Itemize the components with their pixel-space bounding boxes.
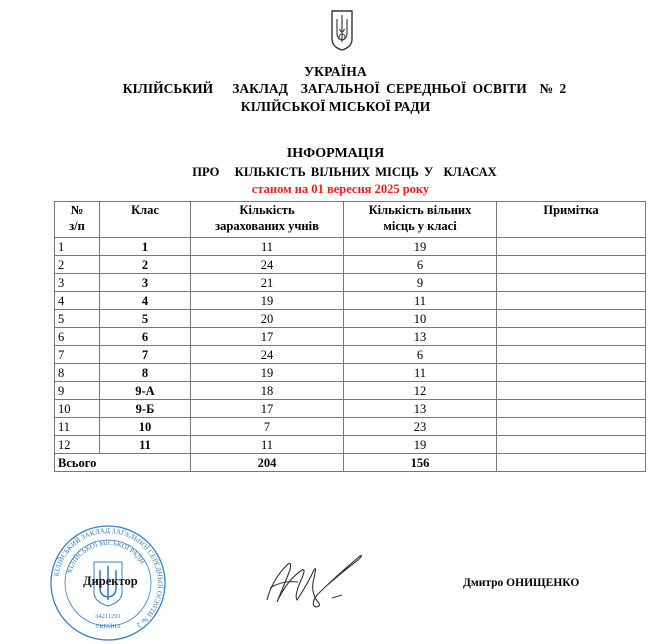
row-number: 5 [55, 310, 100, 328]
row-number: 8 [55, 364, 100, 382]
header-text: Клас [131, 203, 159, 217]
header-text: Примітка [543, 203, 599, 217]
enrolled-count: 11 [191, 238, 344, 256]
class-name: 10 [100, 418, 191, 436]
class-name: 11 [100, 436, 191, 454]
enrolled-count: 24 [191, 256, 344, 274]
total-row [55, 454, 646, 472]
free-places-count: 10 [344, 310, 497, 328]
header-text: Кількість [239, 203, 295, 217]
table-row [55, 328, 646, 346]
note-cell [497, 274, 646, 292]
class-name: 7 [100, 346, 191, 364]
total-note [497, 454, 646, 472]
document-title: ІНФОРМАЦІЯ [286, 146, 385, 161]
council-heading: КІЛІЙСЬКОЇ МІСЬКОЇ РАДИ [240, 99, 431, 114]
note-cell [497, 238, 646, 256]
row-number: 1 [55, 238, 100, 256]
note-cell [497, 256, 646, 274]
table-row [55, 400, 646, 418]
class-name: 4 [100, 292, 191, 310]
row-number: 6 [55, 328, 100, 346]
row-number: 2 [55, 256, 100, 274]
institution-heading: КІЛІЙСЬКИЙ ЗАКЛАД ЗАГАЛЬНОЇ СЕРЕДНЬОЇ ОСВІТИ № 2 [122, 81, 567, 96]
table-row [55, 256, 646, 274]
note-cell [497, 364, 646, 382]
note-cell [497, 292, 646, 310]
free-places-table [54, 201, 646, 472]
row-number: 10 [55, 400, 100, 418]
column-header-class [100, 202, 191, 238]
header-text: зарахованих учнів [215, 218, 319, 233]
table-row [55, 436, 646, 454]
free-places-count: 6 [344, 256, 497, 274]
enrolled-count: 18 [191, 382, 344, 400]
free-places-count: 23 [344, 418, 497, 436]
note-cell [497, 436, 646, 454]
free-places-count: 12 [344, 382, 497, 400]
free-places-count: 6 [344, 346, 497, 364]
free-places-count: 13 [344, 328, 497, 346]
table-header-row [55, 202, 646, 238]
row-number: 4 [55, 292, 100, 310]
stamp-outer-text: КІЛІЙСЬКИЙ ЗАКЛАД ЗАГАЛЬНОЇ СЕРЕДНЬОЇ ОСВІТИ № 2 [52, 526, 165, 630]
note-cell [497, 400, 646, 418]
date-line: станом на 01 вересня 2025 року [251, 182, 430, 196]
header-text: Кількість вільних [368, 203, 472, 217]
column-header-free-places [344, 202, 497, 238]
director-name: Дмитро ОНИЩЕНКО [463, 577, 580, 589]
total-free-places: 156 [344, 454, 497, 472]
trident-coat-of-arms-icon [330, 9, 354, 51]
table-row [55, 238, 646, 256]
stamp-country: УКРАЇНА [95, 624, 121, 630]
enrolled-count: 7 [191, 418, 344, 436]
table-row [55, 274, 646, 292]
class-name: 8 [100, 364, 191, 382]
class-name: 6 [100, 328, 191, 346]
stamp-code: 34211291 [95, 613, 121, 620]
enrolled-count: 11 [191, 436, 344, 454]
enrolled-count: 24 [191, 346, 344, 364]
position-label: Директор [83, 574, 138, 588]
enrolled-count: 19 [191, 364, 344, 382]
class-name: 5 [100, 310, 191, 328]
enrolled-count: 21 [191, 274, 344, 292]
row-number: 3 [55, 274, 100, 292]
class-name: 2 [100, 256, 191, 274]
total-label: Всього [55, 454, 191, 472]
note-cell [497, 346, 646, 364]
signature [262, 550, 372, 610]
header-text: місць у класі [383, 218, 457, 233]
class-name: 9-А [100, 382, 191, 400]
enrolled-count: 19 [191, 292, 344, 310]
table-row [55, 292, 646, 310]
column-header-number [55, 202, 100, 238]
free-places-count: 13 [344, 400, 497, 418]
table-row [55, 346, 646, 364]
table-row [55, 310, 646, 328]
free-places-count: 11 [344, 364, 497, 382]
table-row [55, 418, 646, 436]
row-number: 11 [55, 418, 100, 436]
column-header-enrolled [191, 202, 344, 238]
note-cell [497, 328, 646, 346]
note-cell [497, 418, 646, 436]
country-heading: УКРАЇНА [304, 64, 367, 79]
row-number: 9 [55, 382, 100, 400]
enrolled-count: 17 [191, 400, 344, 418]
enrolled-count: 17 [191, 328, 344, 346]
table-row [55, 364, 646, 382]
document-subtitle: ПРО КІЛЬКІСТЬ ВІЛЬНИХ МІСЦЬ У КЛАСАХ [192, 165, 497, 179]
total-enrolled: 204 [191, 454, 344, 472]
header-text: з/п [69, 218, 85, 233]
free-places-count: 11 [344, 292, 497, 310]
enrolled-count: 20 [191, 310, 344, 328]
free-places-count: 19 [344, 436, 497, 454]
free-places-count: 9 [344, 274, 497, 292]
column-header-note [497, 202, 646, 238]
note-cell [497, 382, 646, 400]
row-number: 7 [55, 346, 100, 364]
note-cell [497, 310, 646, 328]
class-name: 9-Б [100, 400, 191, 418]
free-places-count: 19 [344, 238, 497, 256]
row-number: 12 [55, 436, 100, 454]
table-row [55, 382, 646, 400]
class-name: 3 [100, 274, 191, 292]
class-name: 1 [100, 238, 191, 256]
stamp-inner-text: КІЛІЙСЬКОЇ МІСЬКОЇ РАДИ [65, 538, 147, 575]
header-text: № [70, 203, 84, 217]
